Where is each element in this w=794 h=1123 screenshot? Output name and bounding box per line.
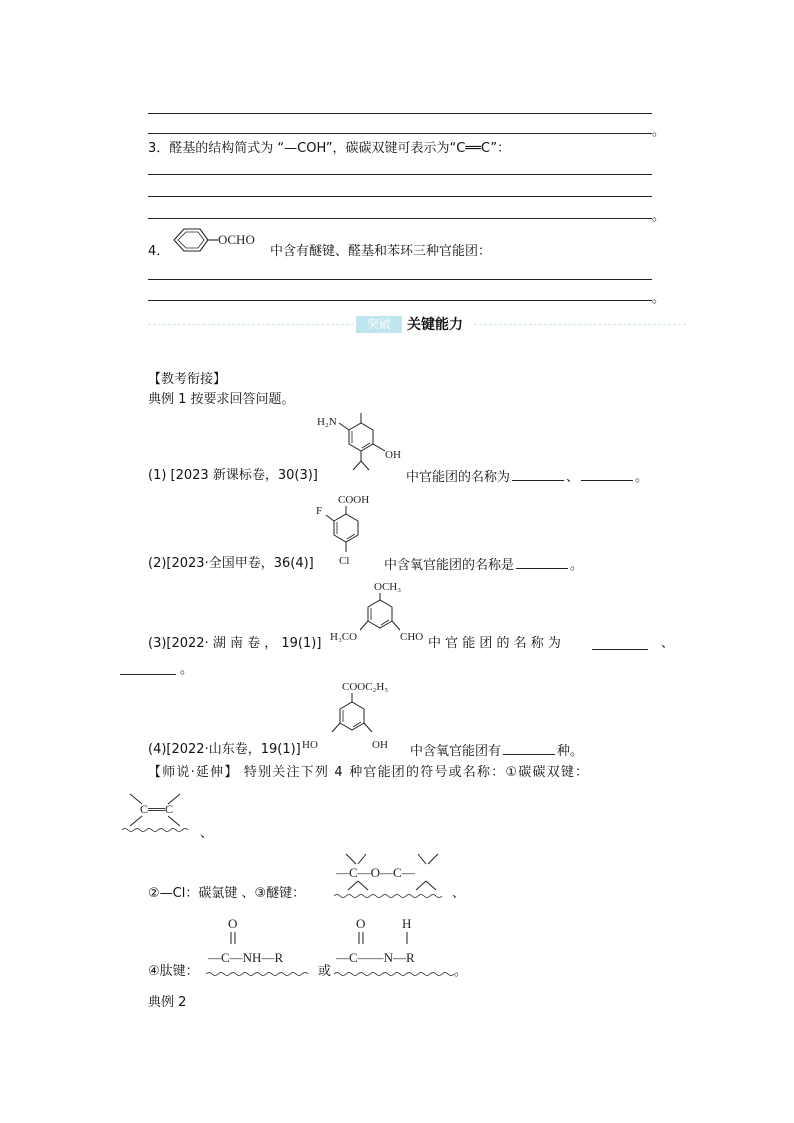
item-4-label: (4)[2022·山东卷，19(1)] [148, 742, 301, 757]
answer-blank[interactable] [516, 556, 568, 569]
example1-item-3-after [428, 636, 561, 652]
example1-item-3 [148, 636, 321, 652]
shishuo-text: 【师说·延伸】 特别关注下列 4 种官能团的符号或名称：①碳碳双键： [148, 765, 590, 780]
section-title: 关键能力 [407, 317, 463, 333]
structure-1 [315, 408, 405, 476]
svg-text:—C——N—R: —C——N—R [336, 950, 415, 965]
comma: 、 [452, 886, 466, 901]
answer-blank[interactable] [512, 468, 564, 481]
answer-blank[interactable] [581, 468, 633, 481]
structure-4 [296, 676, 416, 756]
svg-text:COOH: COOH [338, 494, 370, 506]
answer-blank[interactable] [592, 649, 648, 650]
answer-line[interactable] [148, 174, 652, 175]
end-mark: 。 [635, 470, 649, 485]
period: 。 [652, 291, 666, 306]
ocho-label: OCHO [218, 232, 255, 247]
svg-text:—C—O—C—: —C—O—C— [336, 865, 415, 880]
svg-text:H: H [402, 916, 412, 931]
separator: 、 [566, 470, 580, 485]
structure-3 [326, 578, 436, 648]
example1-item-4 [148, 742, 301, 758]
svg-text:H₂N: H₂N [317, 416, 337, 428]
section-badge: 突破 [356, 316, 402, 333]
svg-text:OH: OH [385, 449, 401, 461]
svg-text:CHO: CHO [400, 631, 424, 643]
answer-line[interactable] [148, 300, 652, 301]
item-2-text: 中含氧官能团的名称是 [384, 558, 515, 573]
shishuo-item-4: ④肽键： [148, 964, 199, 979]
svg-text:O: O [356, 916, 366, 931]
ether-structure [330, 846, 454, 902]
question-3: 3．醛基的结构简式为 “—COH”，碳碳双键可表示为“C══C”： [148, 141, 511, 156]
svg-text:OH: OH [372, 739, 388, 751]
section-divider-right [474, 324, 686, 325]
structure-2 [312, 490, 382, 570]
or-text: 或 [318, 964, 332, 979]
svg-text:—C—NH—R: —C—NH—R [208, 950, 284, 965]
question-4-text: 中含有醚键、醛基和苯环三种官能团： [270, 244, 492, 259]
end-mark: 。 [570, 558, 584, 573]
answer-line[interactable] [148, 196, 652, 197]
cc-double-bond-structure [120, 788, 210, 836]
item-1-label: (1) [2023 新课标卷，30(3)] [148, 468, 318, 483]
example1-item-1-after [406, 468, 648, 486]
svg-text:Cl: Cl [339, 555, 350, 567]
example2-title: 典例 2 [148, 995, 187, 1010]
svg-text:F: F [316, 505, 323, 517]
answer-blank[interactable] [503, 742, 555, 755]
answer-line[interactable] [148, 218, 652, 219]
end-mark: 种。 [557, 744, 584, 759]
answer-line[interactable] [148, 279, 652, 280]
svg-text:C══C: C══C [140, 802, 174, 816]
separator: 、 [661, 636, 675, 651]
svg-text:H₃CO: H₃CO [330, 631, 358, 643]
section-divider-left [148, 324, 354, 325]
item-3-text: 中 官 能 团 的 名 称 为 [428, 636, 561, 651]
amide-structure-2 [332, 912, 464, 980]
comma: 、 [200, 826, 214, 841]
example1-title: 典例 1 按要求回答问题。 [148, 392, 295, 407]
example1-item-2 [148, 556, 314, 572]
end-mark: 。 [180, 662, 194, 677]
period: 。 [652, 209, 666, 224]
benzene-ochO-structure [166, 222, 276, 262]
jiaokao-heading: 【教考衔接】 [148, 372, 227, 387]
svg-text:O: O [228, 916, 238, 931]
question-4-number: 4． [148, 244, 170, 259]
svg-text:OCH₃: OCH₃ [374, 581, 402, 593]
answer-line[interactable] [148, 133, 652, 134]
answer-blank[interactable] [120, 674, 176, 675]
answer-line[interactable] [148, 113, 652, 114]
amide-structure-1 [204, 914, 320, 980]
svg-text:COOC₂H₅: COOC₂H₅ [342, 681, 389, 693]
example1-item-2-after [384, 556, 583, 574]
item-4-text: 中含氧官能团有 [410, 744, 502, 759]
item-3-label: (3)[2022· 湖 南 卷 ， 19(1)] [148, 636, 322, 651]
svg-text:HO: HO [302, 739, 318, 751]
item-2-label: (2)[2023·全国甲卷，36(4)] [148, 556, 314, 571]
item-1-text: 中官能团的名称为 [406, 470, 511, 485]
shishuo-item-2-3: ②—Cl：碳氯键 、③醚键： [148, 886, 306, 901]
example1-item-4-after [410, 742, 583, 760]
period: 。 [652, 124, 666, 139]
example1-item-1 [148, 468, 318, 484]
end-mark: 。 [454, 964, 468, 979]
